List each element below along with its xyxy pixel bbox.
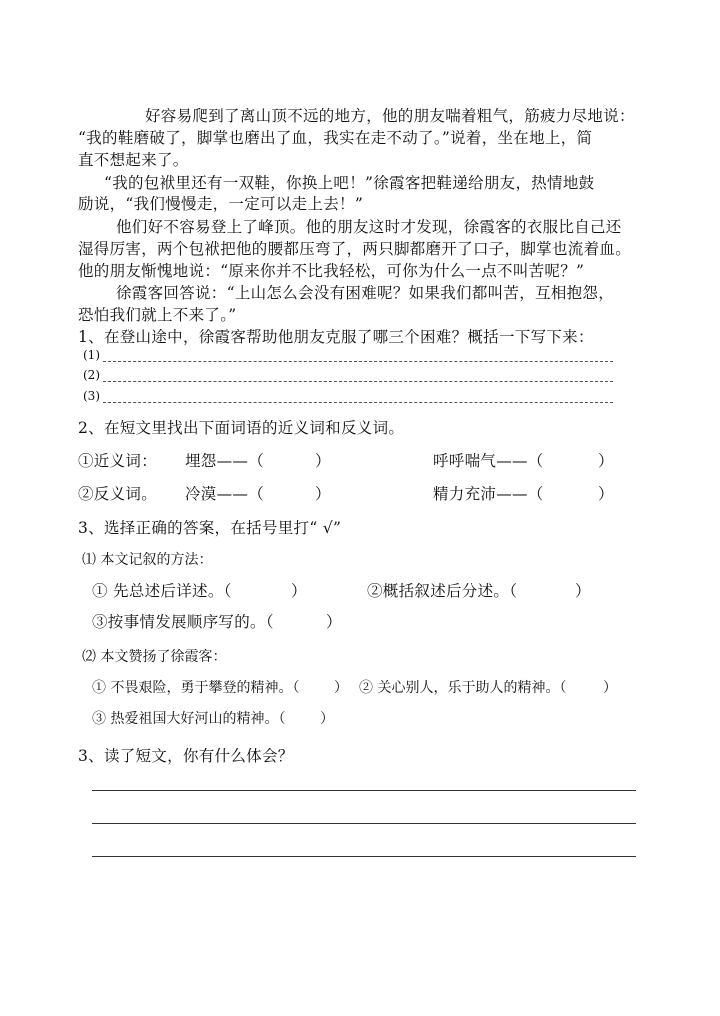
antonym-word-1: 冷漠——（ <box>185 485 265 503</box>
bracket-close[interactable]: ） <box>575 582 591 600</box>
bracket-close[interactable]: ） <box>326 613 342 631</box>
answer-line-5[interactable] <box>92 823 636 824</box>
passage-line: “我的包袱里还有一双鞋，你换上吧！”徐霞客把鞋递给朋友，热情地鼓 <box>104 174 595 192</box>
antonym-label: ②反义词。 <box>78 485 158 503</box>
sub-question-1: ⑴ 本文记叙的方法： <box>82 552 213 568</box>
option-6: ③ 热爱祖国大好河山的精神。（ <box>92 711 286 727</box>
passage-line: 励说，“我们慢慢走，一定可以走上去！” <box>78 195 364 213</box>
answer-line-2[interactable] <box>103 381 613 382</box>
passage-line: 他的朋友惭愧地说：“原来你并不比我轻松，可你为什么一点不叫苦呢？” <box>78 262 585 280</box>
option-2: ②概括叙述后分述。（ <box>367 582 518 600</box>
bracket-close[interactable]: ） <box>334 680 348 696</box>
answer-item-label: (1) <box>83 348 100 362</box>
bracket-close[interactable]: ） <box>320 711 334 727</box>
synonym-word-2: 呼呼喘气——（ <box>433 452 544 470</box>
answer-line-6[interactable] <box>92 856 636 857</box>
question-4-title: 3、读了短文，你有什么体会？ <box>78 747 294 765</box>
answer-item-label: (3) <box>83 389 100 403</box>
option-5: ② 关心别人，乐于助人的精神。（ <box>359 680 567 696</box>
sub-question-2: ⑵ 本文赞扬了徐霞客： <box>82 649 227 665</box>
answer-line-4[interactable] <box>92 790 636 791</box>
antonym-word-2: 精力充沛——（ <box>433 485 544 503</box>
bracket-close[interactable]: ） <box>291 582 307 600</box>
synonym-label: ①近义词： <box>78 452 158 470</box>
question-2-title: 2、在短文里找出下面词语的近义词和反义词。 <box>78 419 405 437</box>
bracket-close: ） <box>315 485 331 503</box>
passage-line: “我的鞋磨破了，脚掌也磨出了血，我实在走不动了。”说着，坐在地上，简 <box>78 129 593 147</box>
option-1: ① 先总述后详述。（ <box>92 582 232 600</box>
option-4: ① 不畏艰险，勇于攀登的精神。（ <box>92 680 300 696</box>
passage-line: 湿得厉害，两个包袱把他的腰都压弯了，两只脚都磨开了口子，脚掌也流着血。 <box>78 240 632 258</box>
bracket-close: ） <box>598 485 614 503</box>
passage-line: 徐霞客回答说：“上山怎么会没有困难呢？如果我们都叫苦，互相抱怨， <box>116 284 615 302</box>
bracket-close[interactable]: ） <box>603 680 617 696</box>
passage-line: 直不想起来了。 <box>78 151 189 169</box>
answer-line-3[interactable] <box>103 402 613 403</box>
synonym-word-1: 埋怨——（ <box>185 452 265 470</box>
option-3: ③按事情发展顺序写的。（ <box>92 613 274 631</box>
bracket-close: ） <box>315 452 331 470</box>
question-1-title: 1、在登山途中，徐霞客帮助他朋友克服了哪三个困难？概括一下写下来： <box>78 328 594 346</box>
answer-item-label: (2) <box>83 368 100 382</box>
question-3-title: 3、选择正确的答案，在括号里打“ √” <box>78 519 342 537</box>
bracket-close: ） <box>598 452 614 470</box>
passage-line: 他们好不容易登上了峰顶。他的朋友这时才发现，徐霞客的衣服比自己还 <box>116 218 622 236</box>
passage-line: 好容易爬到了离山顶不远的地方，他的朋友喘着粗气，筋疲力尽地说： <box>145 107 635 125</box>
passage-line: 恐怕我们就上不来了。” <box>78 306 237 324</box>
answer-line-1[interactable] <box>103 361 613 362</box>
